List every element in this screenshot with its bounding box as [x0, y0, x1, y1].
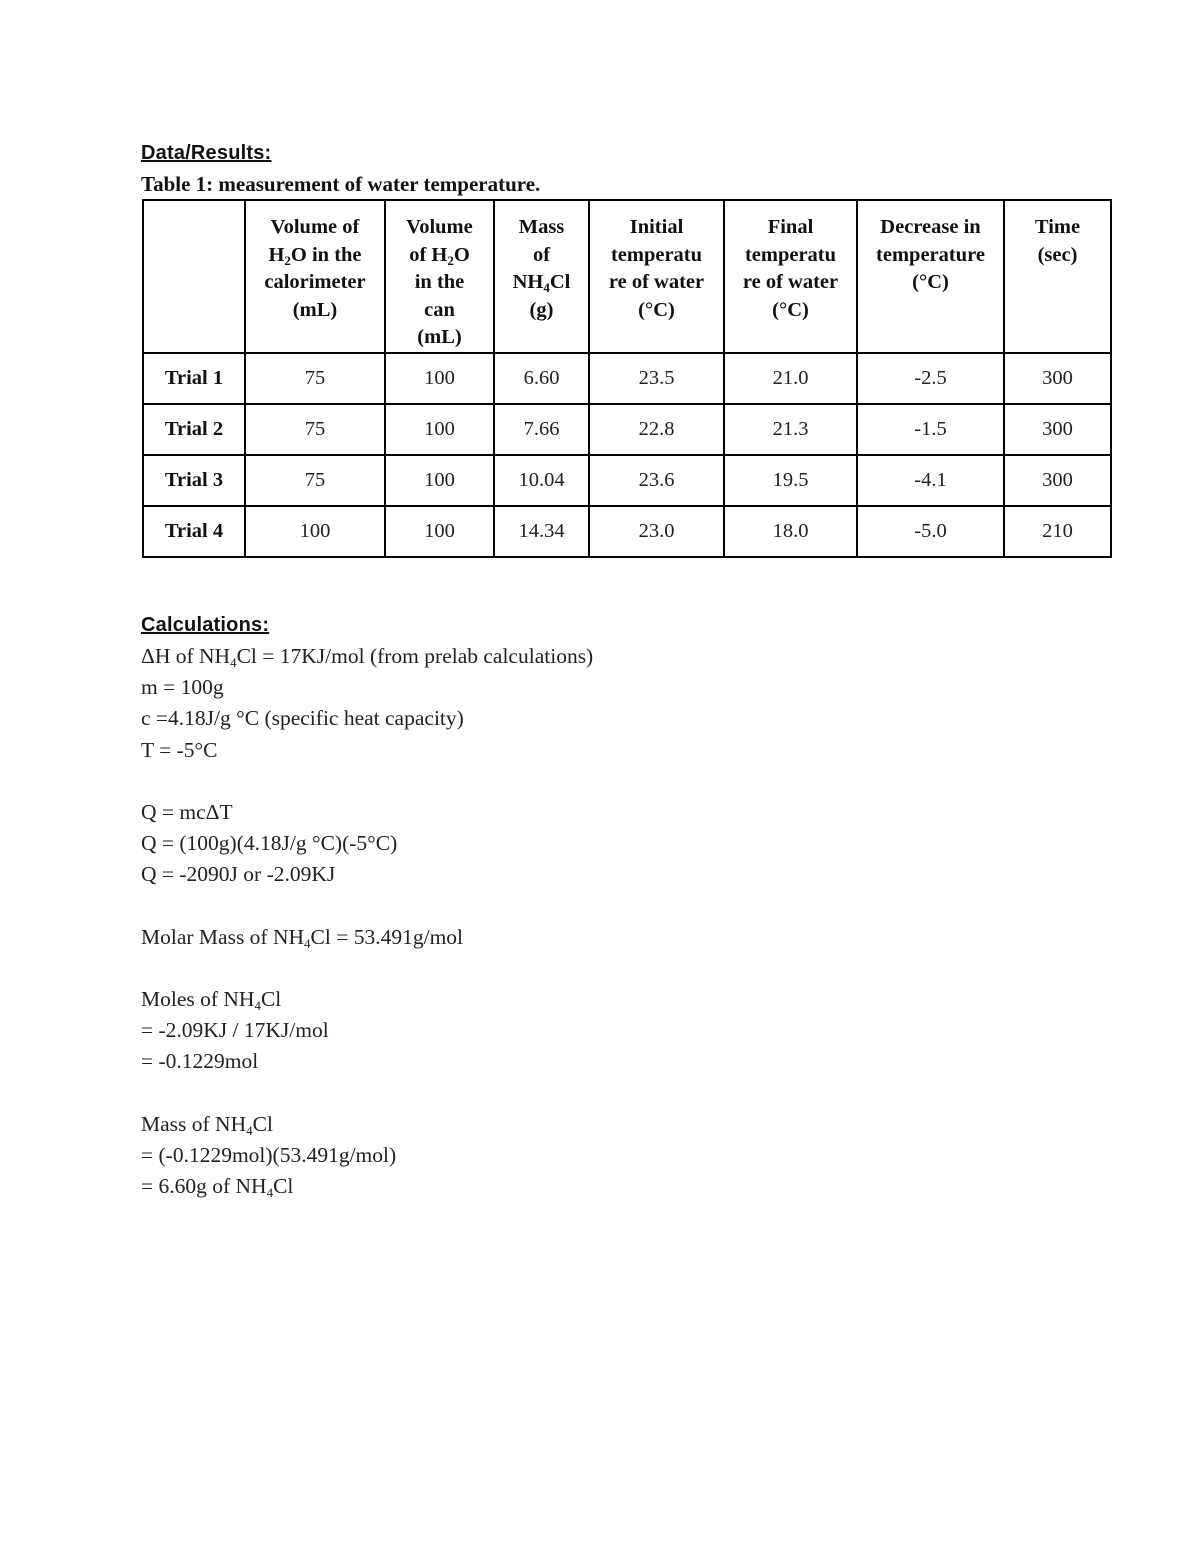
cell-mass: 10.04 [494, 455, 589, 506]
enthalpy-line: ΔH of $NH_4Cl = 17KJ/mol$ (from prelab calculations) [141, 644, 594, 670]
cell-decrease-temperature: -4.1 [857, 455, 1004, 506]
cell-volume-calorimeter: 100 [245, 506, 385, 557]
heat-result-line: Q = -2090J or -2.09KJ [141, 862, 336, 887]
cell-initial-temperature: 23.5 [589, 353, 724, 404]
row-label: Trial 2 [143, 404, 245, 455]
table-row [143, 506, 1111, 557]
molar-mass-line: Molar Mass of $NH_4Cl = 53.491g/mol$ [141, 924, 464, 951]
header-time: Time (sec) [1004, 200, 1111, 353]
cell-final-temperature: 21.3 [724, 404, 857, 455]
header-initial-temperature: Initial temperatu re of water (°C) [589, 200, 724, 353]
cell-volume-can: 100 [385, 404, 494, 455]
cell-volume-can: 100 [385, 353, 494, 404]
calculations-block [141, 641, 593, 1202]
mass-step-line: = (-0.1229mol)(53.491g/mol) [141, 1143, 397, 1167]
cell-initial-temperature: 22.8 [589, 404, 724, 455]
table-row [143, 455, 1111, 506]
row-label: Trial 4 [143, 506, 245, 557]
cell-time: 210 [1004, 506, 1111, 557]
cell-decrease-temperature: -2.5 [857, 353, 1004, 404]
blank-line [141, 766, 593, 797]
table-row [143, 353, 1111, 404]
cell-initial-temperature: 23.6 [589, 455, 724, 506]
blank-line [141, 891, 593, 922]
header-final-temperature: Final temperatu re of water (°C) [724, 200, 857, 353]
moles-result-line: = -0.1229mol [141, 1049, 259, 1074]
cell-initial-temperature: 23.0 [589, 506, 724, 557]
table-header-row [143, 200, 1111, 353]
header-mass: Mass of $NH_4Cl$ (g) [494, 200, 589, 353]
blank-line [141, 953, 593, 984]
cell-decrease-temperature: -5.0 [857, 506, 1004, 557]
header-corner [143, 200, 245, 353]
header-volume-can: Volume of $H_2O$ in the can (mL) [385, 200, 494, 353]
cell-mass: 6.60 [494, 353, 589, 404]
header-decrease-temperature: Decrease in temperature (°C) [857, 200, 1004, 353]
cell-final-temperature: 21.0 [724, 353, 857, 404]
blank-line [141, 1078, 593, 1109]
data-results-heading: Data/Results: [141, 142, 272, 164]
cell-decrease-temperature: -1.5 [857, 404, 1004, 455]
cell-mass: 7.66 [494, 404, 589, 455]
cell-volume-calorimeter: 75 [245, 455, 385, 506]
cell-time: 300 [1004, 455, 1111, 506]
row-label: Trial 3 [143, 455, 245, 506]
cell-volume-calorimeter: 75 [245, 353, 385, 404]
table-caption: Table 1: measurement of water temperature. [141, 172, 541, 196]
cell-volume-can: 100 [385, 455, 494, 506]
moles-title-line: Moles of $NH_4Cl$ [141, 987, 282, 1014]
moles-step-line: = -2.09KJ / 17KJ/mol [141, 1018, 329, 1043]
heat-substitution-line: Q = (100g)(4.18J/g °C)(-5°C) [141, 831, 398, 856]
cell-final-temperature: 18.0 [724, 506, 857, 557]
header-volume-calorimeter: Volume of $H_2O$ in the calorimeter (mL) [245, 200, 385, 353]
mass-value-line: m = 100g [141, 675, 224, 700]
row-label: Trial 1 [143, 353, 245, 404]
results-table [142, 199, 1112, 558]
heat-formula-line: Q = mcΔT [141, 799, 233, 824]
cell-final-temperature: 19.5 [724, 455, 857, 506]
cell-time: 300 [1004, 404, 1111, 455]
mass-result-line: = 6.60g of $NH_4Cl$ [141, 1174, 294, 1201]
calculations-heading: Calculations: [141, 614, 270, 636]
table-row [143, 404, 1111, 455]
mass-title-line: Mass of $NH_4Cl$ [141, 1111, 273, 1138]
specific-heat-line: c =4.18J/g °C (specific heat capacity) [141, 706, 464, 731]
cell-volume-calorimeter: 75 [245, 404, 385, 455]
temperature-change-line: T = -5°C [141, 737, 218, 762]
cell-mass: 14.34 [494, 506, 589, 557]
cell-volume-can: 100 [385, 506, 494, 557]
cell-time: 300 [1004, 353, 1111, 404]
